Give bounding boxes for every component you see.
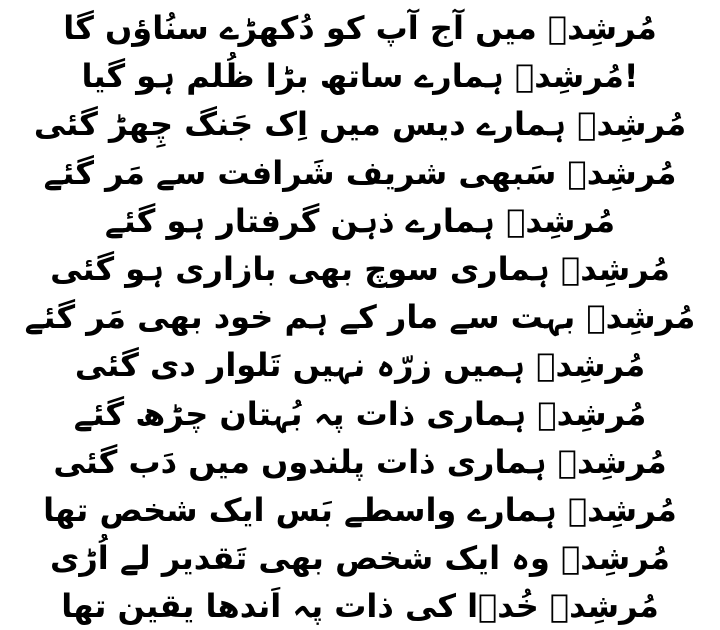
poem-line-5: مُرشِدؔ ہمارے ذہن گرفتار ہو گئے xyxy=(104,201,616,240)
poem-line-10: مُرشِدؔ ہماری ذات پلندوں میں دَب گئی xyxy=(53,442,667,481)
poem-line-1: مُرشِدؔ میں آج آپ کو دُکھڑے سنُاؤں گا xyxy=(63,9,657,47)
poem-line-6: مُرشِدؔ ہماری سوچ بھی بازاری ہو گئی xyxy=(50,249,670,288)
poem-line-12: مُرشِدؔ وہ ایک شخص بھی تَقدیر لے اُڑی xyxy=(50,539,670,578)
poem-line-11: مُرشِدؔ ہمارے واسطے بَس ایک شخص تھا xyxy=(43,490,677,529)
poem xyxy=(0,4,720,630)
poem-line-2: !مُرشِدؔ ہمارے ساتھ بڑا ظُلم ہو گیا xyxy=(81,57,639,96)
poem-line-8: مُرشِدؔ ہمیں زرّہ نہیں تَلوار دی گئی xyxy=(74,346,646,385)
poem-line-4: مُرشِدؔ سَبھی شریف شَرافت سے مَر گئے xyxy=(43,153,677,192)
poem-line-9: مُرشِدؔ ہماری ذات پہ بُہتان چڑھ گئے xyxy=(73,394,647,433)
poem-line-13: مُرشِدؔ خُدؔا کی ذات پہ اَندھا یقین تھا xyxy=(61,587,659,626)
poem-line-7: مُرشِدؔ بہت سے مار کے ہم خود بھی مَر گئے xyxy=(24,298,696,337)
poem-line-3: مُرشِدؔ ہمارے دیس میں اِک جَنگ چِھڑ گئی xyxy=(33,105,687,144)
